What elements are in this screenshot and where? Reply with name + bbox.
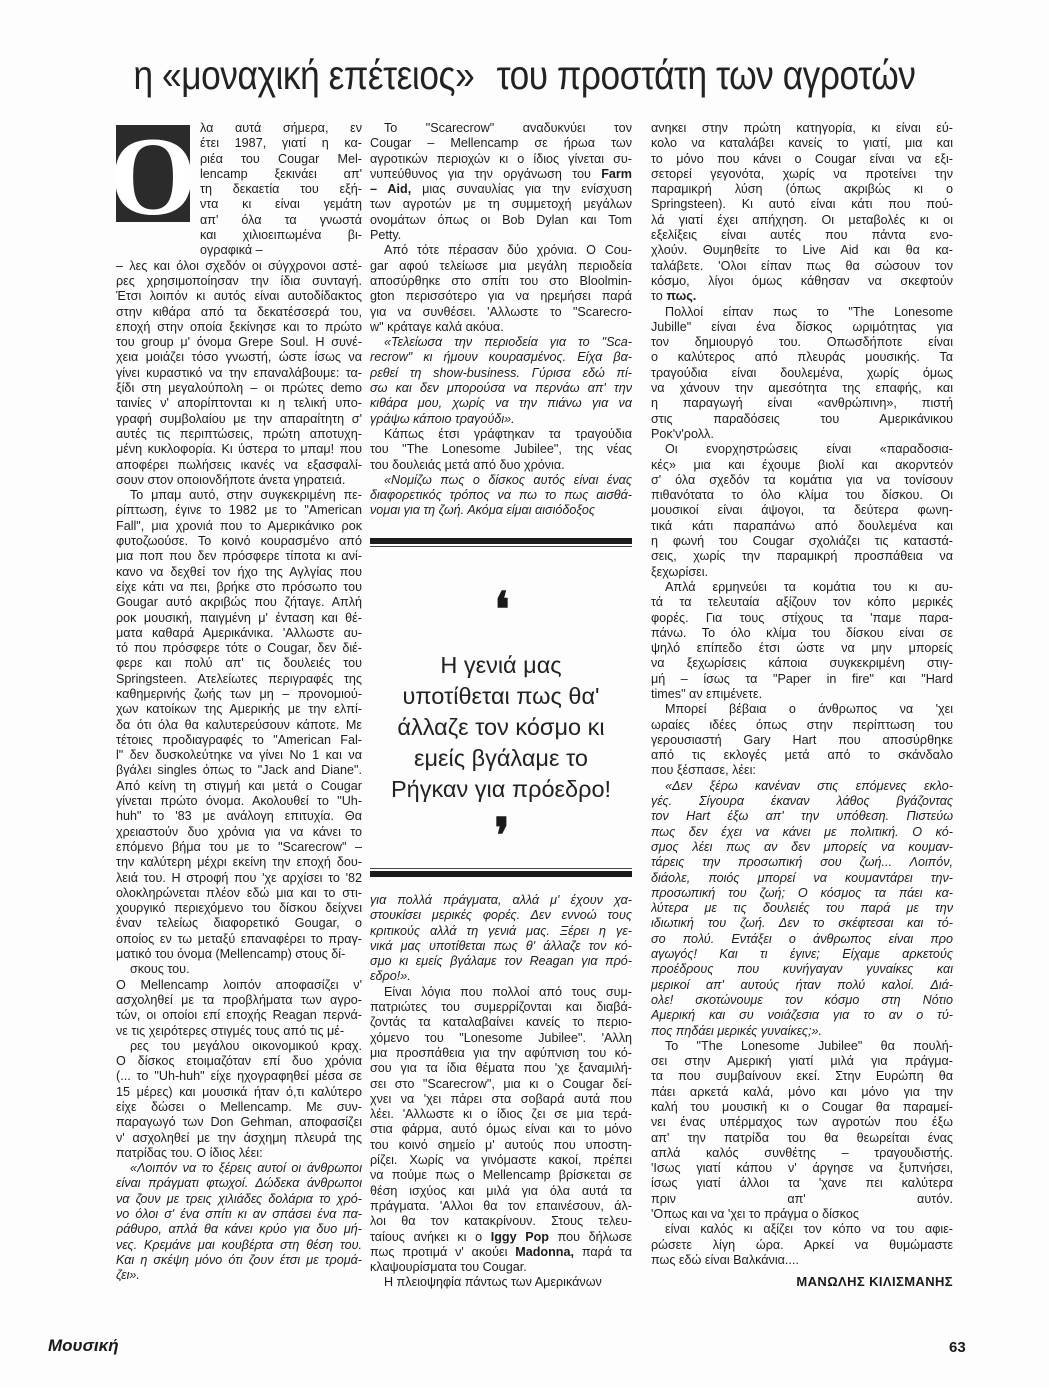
text-line: πος πηδάει μερικές γυναίκες;».	[651, 1023, 823, 1038]
text-line: μή – ίσως τα "Paper in fire" και "Hard	[651, 671, 953, 686]
text-line: είναι πράγματι φτωχοί. Δώδεκα άνθρωποι	[116, 1176, 362, 1191]
text-line: σετορεί γεγονότα, χωρίς να προτείνει την	[651, 166, 953, 181]
text-line: επόμενο βήμα του με το "Scarecrow" –	[116, 839, 362, 854]
text-line: ταινίες ν' απορίπτονται κι η τελική υπο-	[116, 396, 362, 411]
text-line: διάολε, ποιός μπορεί να κουμαντάρει την-	[651, 870, 953, 885]
text-line: Οι ενορχηστρώσεις είναι «παραδοσια-	[665, 442, 953, 457]
pull-quote-line: εμείς βγάλαμε το	[414, 745, 588, 771]
text-line: ζοντάς τα καταλαβαίνει κανείς το περιο-	[370, 1015, 632, 1030]
text-line: ζει».	[116, 1268, 140, 1283]
text-line: είχε κάτι να πει, βρήκε στο πρόσωπο του	[116, 579, 362, 594]
text-line: ροκ μουσική, παιγμένη μ' ένταση και θέ-	[116, 610, 362, 625]
text-line: λα αυτά σήμερα, εν	[200, 121, 362, 135]
text-line: ογραφικά –	[200, 243, 263, 258]
text-line: αγροτικών περιοχών κι ο ίδιος γίνεται συ-	[370, 151, 632, 166]
text-line: Petty.	[370, 228, 402, 243]
text-line: ρίζει. Χωρίς να γινόμαστε κακοί, πρέπει	[370, 1153, 632, 1168]
text-line: ονομάτων όπως οι Bob Dylan και Tom	[370, 212, 632, 227]
text-line: μένη κυκλοφορία. Κι ύστερα το μπαμ! που	[116, 442, 362, 457]
text-line: του group μ' όνομα Grepe Soul. Η συνέ-	[116, 335, 362, 350]
text-line: παραγωγό των Don Gehman, αποφασίζει	[116, 1115, 362, 1130]
text-line: εξελίξεις είναι αυτές που πάντα ενο-	[651, 228, 953, 243]
text-line: χόμενο του "Lonesome Jubilee". 'Αλλη	[370, 1030, 632, 1045]
text-line: ανηκει στην πρώτη κατηγορία, κι είναι εύ-	[651, 121, 953, 135]
text-line: αποσύρθηκε στο σπίτι του στο Bloolmin-	[370, 273, 632, 288]
text-line: Η πλειοψηφία πάντως των Αμερικάνων	[384, 1275, 602, 1290]
text-line: φορές. Για τους στίχους τα 'παμε παρα-	[651, 610, 953, 625]
text-line: του δουλειάς μετά από δυο χρόνια.	[370, 457, 565, 472]
text-line: ρώσετε λίγη ώρα. Αρκεί να θυμώμαστε	[651, 1237, 953, 1252]
text-line: απ' την πατρίδα του θα θεωρείται ένας	[651, 1130, 953, 1145]
text-line: 'Οπως και να 'χει το πράγμα ο δίσκος	[651, 1207, 859, 1222]
headline-part-2: του προστάτη των αγροτών	[496, 52, 916, 98]
column-1-intro	[116, 121, 362, 259]
text-line: Απλά ερμηνεύει τα κομάτια του κι αυ-	[665, 579, 953, 594]
text-line: μουσικοί είναι άψογοι, τα δεύτερα φωνη-	[651, 503, 953, 518]
text-line: gton περισσότερο για να ηρεμήσει παρά	[370, 289, 632, 304]
text-line: ιδιωτική του ζωή. Δεν το σκέφτεσαι και τό-	[651, 916, 953, 931]
text-line: στις παραδόσεις του Αμερικάνικου	[651, 411, 953, 426]
text-line: 'Ισως γιατί κάπου ν' άργησε να ξυπνήσει,	[651, 1161, 953, 1176]
article-headline	[73, 52, 975, 99]
text-line: χνει να 'χει πάρει στα σοβαρά αυτά που	[370, 1091, 632, 1106]
text-line: βγάλει singles όπως το "Jack and Diane".	[116, 763, 362, 778]
text-line: κόσμο, λίγοι όμως κάθησαν να σκεφτούν	[651, 273, 953, 288]
pull-quote-top-rule-thin	[370, 546, 632, 547]
text-line: ράθυρο, απλά θα κάνει κρύο για δυο μή-	[116, 1222, 362, 1237]
text-line: τάρεις την προσωπική σου ζωή... Λοιπόν,	[651, 855, 953, 870]
text-line: τη δεκαετία του εξή-	[200, 182, 362, 197]
text-line: νυπεύθυνος για την οργάνωση του Farm	[370, 166, 632, 181]
pull-quote-line: υποτίθεται πως θα'	[402, 683, 600, 709]
text-line: ρίπτωση, έγινε το 1982 με το "American	[116, 503, 362, 518]
text-line: ματικό του όνομα (Mellencamp) στους δί-	[116, 947, 346, 962]
pull-quote-top-rule	[370, 538, 632, 544]
text-line: νικά μας υποτίθεται πως θ' άλλαζε τον κό-	[370, 938, 632, 953]
text-line: στην κιθάρα από τα δεκατέσσερά του,	[116, 304, 362, 319]
text-line: χλούν. Θυμηθείτε το Live Aid και θα κα-	[651, 243, 953, 258]
text-line: ασχοληθεί με τα προβλήματα των αγρο-	[116, 992, 362, 1007]
text-line: κλαψουρίσματα του Cougar.	[370, 1260, 527, 1275]
text-line: Κάπως έτσι γράφτηκαν τα τραγούδια	[384, 426, 632, 441]
text-line: μια προσπάθεια για την αφύπνιση του κό-	[370, 1045, 632, 1060]
text-line: «Δεν ξέρω κανέναν στις επόμενες εκλο-	[665, 778, 953, 793]
text-line: τέτοιες προδιαγραφές το "American Fal-	[116, 732, 362, 747]
text-line: νο όλοι σ' ένα σπίτι κι αν σπάσει ένα πα-	[116, 1207, 362, 1222]
text-line: σκους του.	[130, 962, 190, 977]
text-line: να ζουν με τρεις χιλιάδες δολάρια το χρό-	[116, 1191, 362, 1206]
text-line: γράψω κάποιο τραγούδι».	[370, 411, 515, 426]
open-quote-icon: ❛	[494, 582, 510, 638]
text-line: για να συνθέσει. 'Αλλωστε το "Scarecro-	[370, 304, 632, 319]
text-line: ν' ασχοληθεί με την άσχημη πλευρά της	[116, 1130, 362, 1145]
text-line: στουκίσει μερικές φορές. Δεν εννοώ τους	[370, 908, 632, 923]
text-line: λά γιατί έχει απήχηση. Οι μεταβολές κι οι	[651, 212, 953, 227]
text-line: θέση ισχύος και μιλά για όλα αυτά τα	[370, 1183, 632, 1198]
text-line: τον δημιουργό του. Οπωσδήποτε είναι	[651, 335, 953, 350]
text-line: χων κατοίκων της Αμερικής με την ελπί-	[116, 702, 362, 717]
text-line: γίνει κυραστικό να την επαναλάβουμε: τα-	[116, 365, 362, 380]
text-line: προέδρους που κυνήγαγαν γυναίκες και	[651, 962, 953, 977]
footer-section-name: Μουσική	[48, 1336, 119, 1355]
text-line: λειά του. Η στροφή που 'χε αρχίσει το '82	[116, 870, 362, 885]
text-line: Και η σκέψη μόνο ότι ζουν έτσι με τρομά-	[116, 1252, 362, 1267]
text-line: ωραίες ιδέες όπως στην περίπτωση του	[651, 717, 953, 732]
text-line: χρειαστούν δυο χρόνια για να κάνει το	[116, 824, 362, 839]
text-line: huh" το '83 με ανάλογη επιτυχία. Θα	[116, 809, 362, 824]
text-line: λέει. 'Αλλωστε κι ο ίδιος ζει σε μια τερά-	[370, 1107, 632, 1122]
text-line: η παραγωγή είναι «ανθρώπινη», πιστή	[651, 396, 953, 411]
text-line: recrow" κι ήμουν κουρασμένος. Είχα βα-	[370, 350, 632, 365]
text-line: ρεθεί τη show-business. Γύρισα εδώ πί-	[370, 365, 632, 380]
text-line: από τις εκλογές μετά από το σκάνδαλο	[651, 748, 953, 763]
text-line: κανο να δεχθεί τον ήχο της Αγλγίας που	[116, 564, 362, 579]
text-line: ο καλύτερος από πλευράς μουσικής. Τα	[651, 350, 953, 365]
drop-cap-letter: Ο	[109, 114, 197, 239]
text-line: – λες και όλοι σχεδόν οι σύγχρονοι αστέ-	[116, 258, 362, 273]
pull-quote-line: Η γενιά μας	[440, 652, 562, 678]
text-line: σο πολύ. Εντάξει ο άνθρωπος είναι προ	[651, 931, 953, 946]
text-line: να ξεχωρίσεις κάποια συγκεκριμένη στιγ-	[651, 656, 953, 671]
text-line: σμος λέει πως αν δεν μπορείς να κουμαν-	[651, 839, 953, 854]
text-line: αποφέρει πωλήσεις ικανές να εξασφαλί-	[116, 457, 362, 472]
text-line: l" δεν δυσκολεύτηκε να γίνει No 1 και να	[116, 748, 362, 763]
text-line: τα που συμβαίνουν εκεί. Στην Ευρώπη θα	[651, 1069, 953, 1084]
text-line: σει στο "Scarecrow", μια κι ο Cougar δεί-	[370, 1076, 632, 1091]
text-line: προσωπική του ζωή; Ο κόσμος τα πάει κα-	[651, 885, 953, 900]
text-line: κριτικούς αλλά τη γενιά μας. Ξέρει η γε-	[370, 923, 632, 938]
text-line: ξίδι στη μεγαλούπολη – οι πρώτες demo	[116, 381, 362, 396]
text-line: ίσως γιατί άλλοι τα 'χανε πει καλύτερα	[651, 1176, 953, 1191]
text-line: κές» μια και έχουμε βιολί και ακορντεόν	[651, 457, 953, 472]
pull-quote-bottom-rule	[370, 871, 632, 877]
text-line: έναν τελείως διαφορετικό Gougar, ο	[116, 916, 362, 931]
text-line: απ' όλα τα γνωστά	[200, 212, 362, 227]
text-line: σου για τα ίδια θέματα που 'χε ξαναμιλή-	[370, 1061, 632, 1076]
text-line: απλά καλός συνθέτης – τραγουδιστής.	[651, 1145, 953, 1160]
text-line: οποίος εν τω μεταξύ επαναφέρει το πραγ-	[116, 931, 362, 946]
pull-quote-line: άλλαζε τον κόσμο κι	[397, 714, 605, 740]
text-line: Fall", μια χρονιά που το Αμερικάνικο ροκ	[116, 518, 362, 533]
column-3-body	[651, 121, 953, 1268]
text-line: λοι θα τον κατακρίνουν. Στους τελευ-	[370, 1214, 632, 1229]
author-byline: ΜΑΝΩΛΗΣ ΚΙΛΙΣΜΑΝΗΣ	[796, 1274, 953, 1290]
text-line: τικά κάτι παραπάνω από δουλεμένα και	[651, 518, 953, 533]
text-line: την καλύτερη μέχρι εκείνη την εποχή δου-	[116, 855, 362, 870]
text-line: Springsteen). Κι αυτό είναι κάτι που πού-	[651, 197, 953, 212]
text-line: και χιλιοειπωμένα βι-	[200, 228, 362, 243]
text-line: νομαι για τη ζωή. Ακόμα είμαι αισιόδοξος	[370, 503, 595, 518]
text-line: των αγροτών με τη συμμετοχή μεγάλων	[370, 197, 632, 212]
pull-quote-line: Ρήγκαν για πρόεδρο!	[390, 776, 612, 802]
column-2	[370, 121, 632, 519]
text-line: ολοκληρώνεται πλέον εδώ μια και το στι-	[116, 885, 362, 900]
text-line: ρες χρησιμοποίησαν την ίδια συνταγή.	[116, 273, 362, 288]
text-line: Πολλοί είπαν πως το "The Lonesome	[665, 304, 953, 319]
headline-part-1: η «μοναχική επέτειος»	[133, 52, 475, 98]
text-line: «Νομίζω πως ο δίσκος αυτός είναι ένας	[384, 472, 632, 487]
text-line: «Τελείωσα την περιοδεία για το "Sca-	[384, 335, 632, 350]
text-line: Gougar αυτό ακριβώς που ζήταγε. Απλή	[116, 595, 362, 610]
text-line: γίνεται πρώτο όνομα. Ακολουθεί το "Uh-	[116, 794, 362, 809]
text-line: Έτσι λοιπόν κι αυτός είναι αυτοδίδακτος	[116, 289, 362, 304]
text-line: μερικοί απ' αυτούς ήταν πολύ καλοί. Διά-	[651, 977, 953, 992]
close-quote-icon: ❜	[494, 808, 510, 864]
text-line: για πολλά πράγματα, αλλά μ' έχουν χα-	[370, 893, 632, 907]
text-line: Jubille" είναι ένα δίσκος ωριμότητας για	[651, 319, 953, 334]
text-line: λύτερα με τις δουλειές του παρά με την	[651, 901, 953, 916]
text-line: «Λοιπόν να το ξέρεις αυτοί οι άνθρωποι	[130, 1161, 362, 1176]
text-line: Cougar – Mellencamp σε ήρωα των	[370, 136, 632, 151]
text-line: gar αφού τελείωσε μια μεγάλη περιοδεία	[370, 258, 632, 273]
text-line: Μπορεί βέβαια ο άνθρωπος να 'χει	[665, 702, 953, 717]
text-line: η φωνή του Cougar σχολιάζει τις καταστά-	[651, 534, 953, 549]
text-line: έτει 1987, γιατί η κα-	[200, 136, 362, 151]
text-line: ταλάβετε. 'Ολοι είπαν πως θα σώσουν τον	[651, 258, 953, 273]
text-line: ντα κι είναι γεμάτη	[200, 197, 362, 212]
text-line: γερουσιαστή Gary Hart που αποσύρθηκε	[651, 732, 953, 747]
text-line: τραγούδια είναι δουλεμένα, χωρίς όμως	[651, 365, 953, 380]
text-line: να πούμε πως ο Mellencamp βρίσκεται σε	[370, 1168, 632, 1183]
column-1-body	[116, 259, 362, 1284]
text-line: (... το "Uh-huh" είχε ηχογραφηθεί μέσα σε	[116, 1069, 362, 1084]
text-line: ολε! σκοτώνουμε τον κόσμο στη Νότιο	[651, 992, 953, 1007]
text-line: τά τα τελευταία αξίζουν τον κόπο μερικές	[651, 595, 953, 610]
text-line: Είναι λόγια που πολλοί από τους συμ-	[384, 984, 632, 999]
text-line: Ο δίσκος ετοιμαζόταν επί δυο χρόνια	[116, 1054, 362, 1069]
text-line: ριέα του Cougar Mel-	[200, 151, 362, 166]
text-line: πως δεν έχει να κάνει με πολιτική. Ο κό-	[651, 824, 953, 839]
text-line: που ξέσπασε, λέει:	[651, 763, 756, 778]
column-2-top	[370, 121, 632, 519]
text-line: γές. Σίγουρα έκαναν λάθος βγάζοντας	[651, 794, 953, 809]
text-line: πατρίδας του. Ο ίδιος λέει:	[116, 1145, 263, 1160]
text-line: κολο να καταλάβει κανείς το γιατί, μια και	[651, 136, 953, 151]
text-line: φερε και πολύ απ' τις δουλειές του	[116, 656, 362, 671]
text-line: 15 μέρες) και μουσικά ήταν ό,τι καλύτερο	[116, 1084, 362, 1099]
text-line: σουν στον οποιονδήποτε άνετα γηρατειά.	[116, 472, 346, 487]
column-3	[651, 121, 953, 1290]
text-line: πάνω. Το όλο κλίμα του δίσκου είναι σε	[651, 625, 953, 640]
text-line: Από τότε πέρασαν δύο χρόνια. Ο Cou-	[384, 243, 632, 258]
pull-quote	[370, 650, 632, 805]
text-line: πάει αρκετά καλά, μόνο και μόνο για την	[651, 1084, 953, 1099]
text-line: νει ένας υπέρμαχος των αγροτών που έξω	[651, 1115, 953, 1130]
text-line: εποχή στην οποία ξεκίνησε και το πρώτο	[116, 319, 362, 334]
text-line: τό που πρόσφερε τότε ο Cougar, δεν διέ-	[116, 641, 362, 656]
text-line: δα ότι όλα θα καλυτερεύσουν κάποτε. Με	[116, 717, 362, 732]
text-line: του κοινό σημείο μ' αυτούς που υποστη-	[370, 1137, 632, 1152]
text-line: σ' όλα σχεδόν τα κομάτια για να τονίσουν	[651, 472, 953, 487]
text-line: Ροκ'ν'ρολλ.	[651, 426, 714, 441]
text-line: καλή του μουσική κι ο Cougar θα παραμεί-	[651, 1100, 953, 1114]
text-line: το μόνο που κάνει ο Cougar είναι να εξι-	[651, 151, 953, 166]
text-line: σμο κι εμείς βγάλαμε τον Reagan για πρό-	[370, 954, 632, 969]
text-line: πιθανότατα το όλο κλίμα του δίσκου. Οι	[651, 488, 953, 503]
text-line: τών, οι οποίοι επί εποχής Reagan περνά-	[116, 1008, 362, 1023]
text-line: τον Hart έξω απ' την υπόθεση. Πιστεύω	[651, 809, 953, 824]
text-line: πατριώτες του συμερρίζονται και διαβά-	[370, 1000, 632, 1015]
text-line: ταίους ανήκει κι ο Iggy Pop που δήλωσε	[370, 1229, 632, 1244]
column-1	[116, 121, 362, 1284]
text-line: Το "The Lonesome Jubilee" θα πουλή-	[665, 1038, 953, 1053]
text-line: αυτές τις περιπτώσεις, πρώτη αποτυχη-	[116, 426, 362, 441]
text-line: κιθάρα μου, χωρίς να την πιάνω για να	[370, 396, 632, 411]
text-line: του "The Lonesome Jubilee", της νέας	[370, 442, 632, 457]
text-line: πως προτιμά ν' ακούει Madonna, παρά τα	[370, 1244, 632, 1259]
text-line: ρες του μεγάλου οικονομικού κραχ.	[130, 1038, 362, 1053]
text-line: Το "Scarecrow" αναδυκνύει τον	[384, 121, 632, 135]
text-line: το πως.	[651, 289, 697, 304]
text-line: πως εδώ είναι Βαλκάνια....	[651, 1252, 799, 1267]
text-line: Το μπαμ αυτό, στην συγκεκριμένη πε-	[130, 488, 362, 503]
text-line: σεις, χωρίς την παραμικρή προσπάθεια να	[651, 549, 953, 564]
text-line: Από κείνη τη στιγμή και μετά ο Cougar	[116, 778, 362, 793]
text-line: καθημερινής ζωής των μη – προνομιού-	[116, 686, 362, 701]
text-line: lencamp ξεκινάει απ'	[200, 166, 362, 181]
text-line: πριν απ' αυτόν.	[651, 1191, 953, 1206]
text-line: στια φάρμα, αυτό όμως είναι και το μόνο	[370, 1122, 632, 1137]
text-line: να χάνουν την αμεσότητα της επαφής, και	[651, 381, 953, 396]
text-line: νες. Κρεμάνε μαι κουβέρτα στη θέση του.	[116, 1237, 362, 1252]
text-line: ματα καθαρά Αμερικάνικα. 'Αλλωστε αυ-	[116, 625, 362, 640]
text-line: Springsteen. Ατελείωτες περιγραφές της	[116, 671, 362, 686]
text-line: χεια μοιάζει τόσο γνωστή, ώστε ίσως να	[116, 350, 362, 365]
pull-quote-bottom-rule-thin	[370, 868, 632, 869]
text-line: γραφή συμβολαίου με την απαραίτητη σ'	[116, 411, 362, 426]
footer-page-number: 63	[949, 1339, 966, 1356]
text-line: διαφορετικός τρόπος να πω το πως αισθά-	[370, 488, 632, 503]
text-line: Ο Mellencamp λοιπόν αποφασίζει ν'	[116, 977, 362, 992]
text-line: w" κράταγε καλά ακόυα.	[370, 319, 504, 334]
text-line: είναι καλός κι αξίζει τον κόπο να του αφιε-	[665, 1222, 953, 1237]
text-line: αγωγός! Και τι έγινε; Είχαμε αρκετούς	[651, 947, 953, 962]
text-line: σω και δεν μπορούσα να περνάω απ' την	[370, 381, 632, 396]
column-2-bottom	[370, 893, 632, 1291]
text-line: νε τις χειρότερες στιγμές τους από τις μέ-	[116, 1023, 345, 1038]
text-line: times" αν επιμένετε.	[651, 686, 763, 701]
text-line: είχε δώσει ο Mellencamp. Με συν-	[116, 1100, 362, 1114]
text-line: πράγματα. 'Αλλοι θα τον επαινέσουν, άλ-	[370, 1198, 632, 1213]
text-line: παραμικρή λύση (όπως ακριβώς κι ο	[651, 182, 953, 197]
text-line: μια ποπ που δεν πρόσφερε τίποτα κι ανί-	[116, 549, 362, 564]
text-line: ψηλό επίπεδο έτσι ώστε να μην μπορείς	[651, 641, 953, 656]
text-line: φυτοζωούσε. Το κοινό κουρασμένο από	[116, 534, 362, 549]
text-line: Αμερική και συ νοιάζεσια για το αν ο τύ-	[651, 1008, 953, 1023]
text-line: – Aid, μιας συναυλίας για την ενίσχυση	[370, 182, 632, 197]
text-line: χουργικό περιεχόμενο του δίσκου δείχνει	[116, 901, 362, 916]
text-line: εδρο!».	[370, 969, 411, 984]
text-line: σει στην Αμερική γιατί μιλά για πράγμα-	[651, 1054, 953, 1069]
text-line: ξεχωρίσει.	[651, 564, 709, 579]
